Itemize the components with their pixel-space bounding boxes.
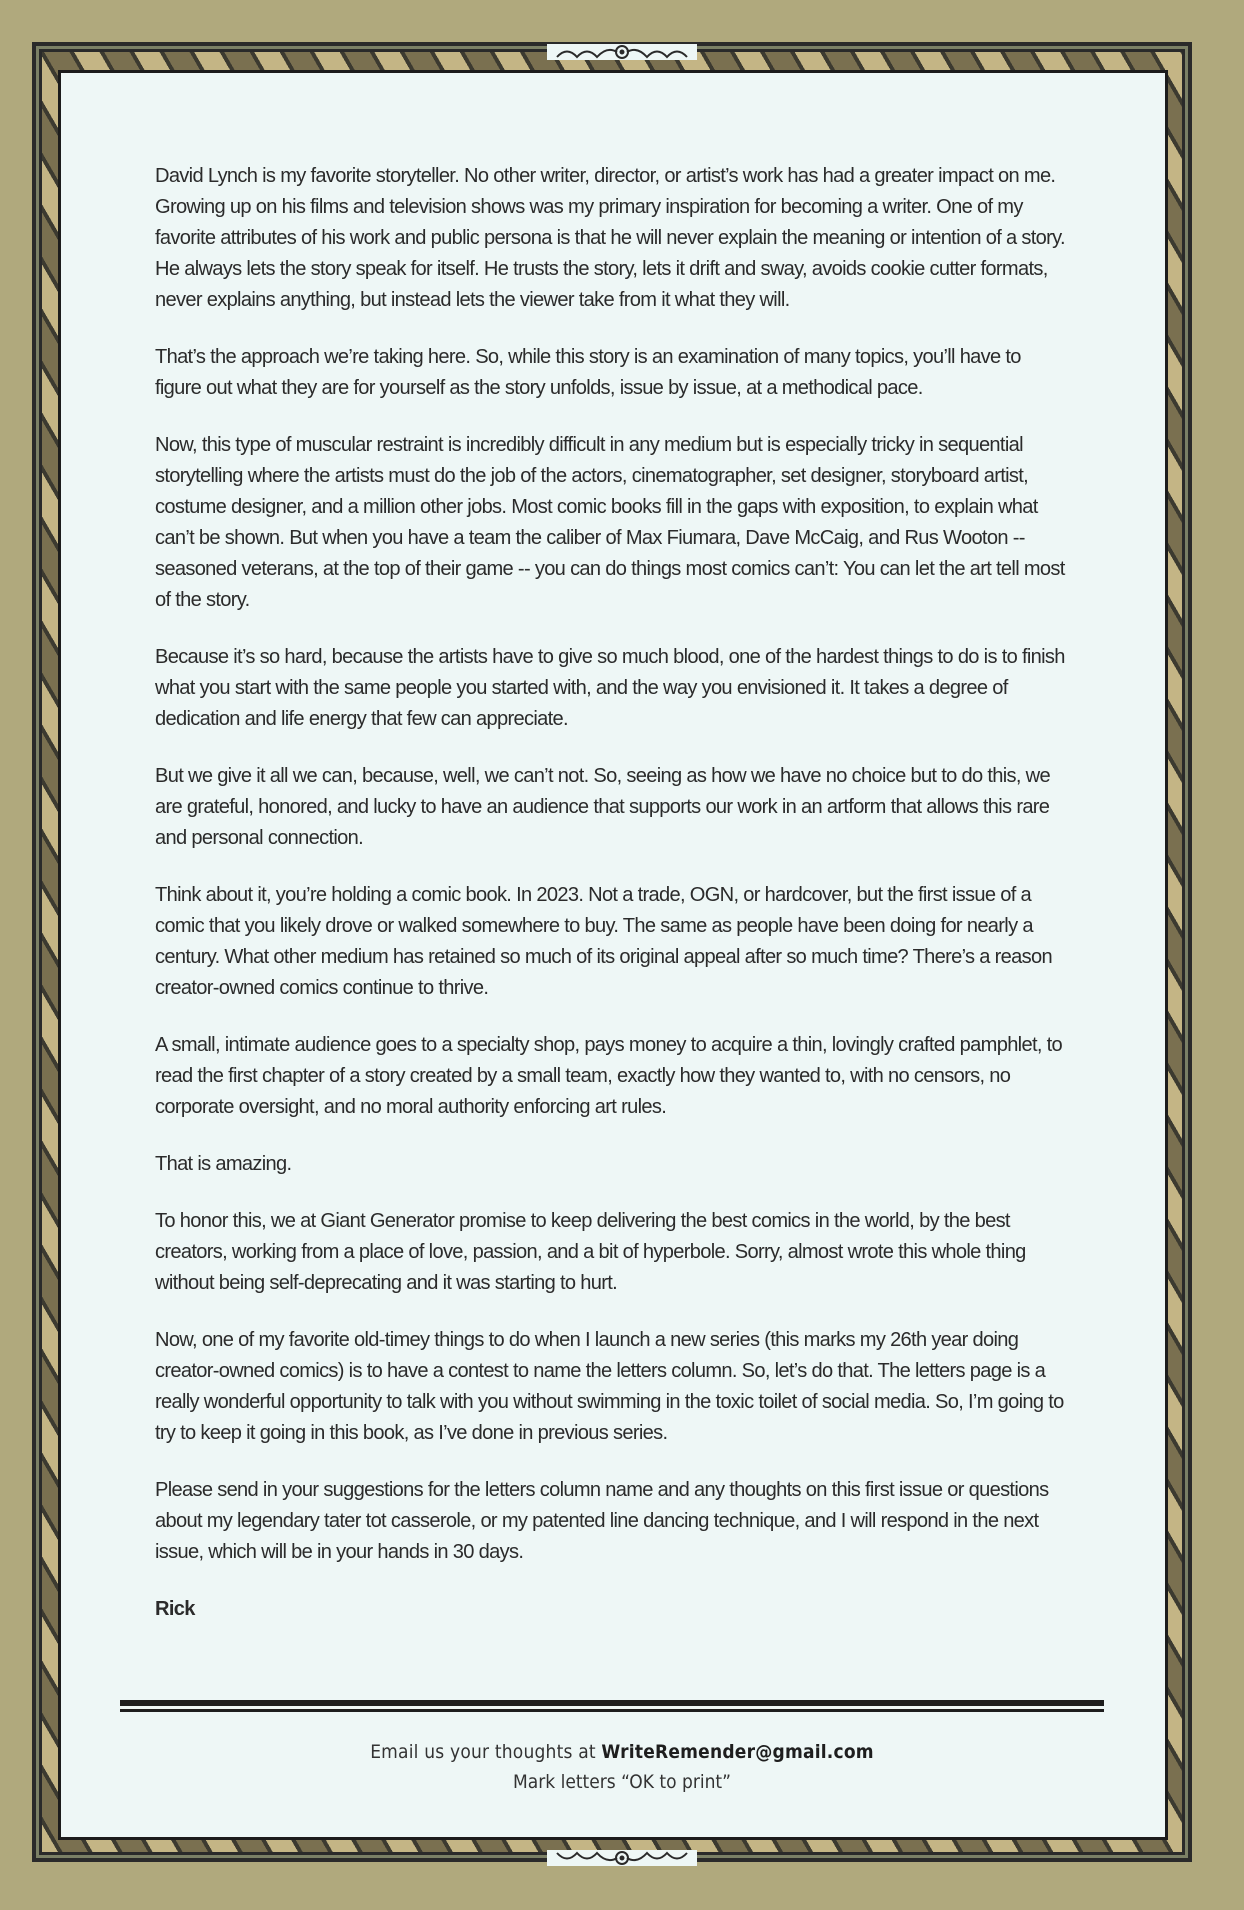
email-line	[0, 1737, 1244, 1767]
print-note: Mark letters “OK to print”	[513, 1771, 731, 1793]
letter-body	[155, 160, 1071, 1650]
letter-paragraph: Please send in your suggestions for the letters column name and any thoughts on this first issue or questions about my legendary tater tot casserole, or my patented line dancing technique, and I will respond in the next issue, which will be in your hands in 30 days.	[155, 1478, 1049, 1563]
signature: Rick	[155, 1597, 195, 1620]
letter-paragraph: Now, one of my favorite old-timey things to do when I launch a new series (this marks my 26th year doing creator-owned comics) is to have a contest to name the letters column. So, let’s do that. The letters page is a really wonderful opportunity to talk with you without swimming in the toxic toilet of social media. So, I’m going to try to keep it going in this book, as I’ve done in previous series.	[155, 1328, 1064, 1444]
letter-paragraph: Think about it, you’re holding a comic book. In 2023. Not a trade, OGN, or hardcover, but the first issue of a comic that you likely drove or walked somewhere to buy. The same as people have been doing for nearly a century. What other medium has retained so much of its original appeal after so much time? There’s a reason creator-owned comics continue to thrive.	[155, 883, 1052, 999]
letter-paragraph: That is amazing.	[155, 1152, 292, 1175]
divider-rule	[120, 1700, 1104, 1706]
letter-paragraph: To honor this, we at Giant Generator promise to keep delivering the best comics in the world, by the best creators, working from a place of love, passion, and a bit of hyperbole. Sorry, almost wrote this whole thing without being self-deprecating and it was starting to hurt.	[155, 1209, 1026, 1294]
email-prefix: Email us your thoughts at	[370, 1741, 602, 1763]
bottom-ornament-icon	[547, 1850, 697, 1866]
letter-paragraph: A small, intimate audience goes to a specialty shop, pays money to acquire a thin, lovingly crafted pamphlet, to read the first chapter of a story created by a small team, exactly how they wanted to, with no censors, no corporate oversight, and no moral authority enforcing art rules.	[155, 1033, 1063, 1118]
email-link[interactable]: WriteRemender@gmail.com	[601, 1741, 874, 1763]
divider-rule-thin	[120, 1709, 1104, 1712]
letter-paragraph: Now, this type of muscular restraint is incredibly difficult in any medium but is especially tricky in sequential storytelling where the artists must do the job of the actors, cinematographer, set designer, storyboard artist, costume designer, and a million other jobs. Most comic books fill in the gaps with exposition, to explain what can’t be shown. But when you have a team the caliber of Max Fiumara, Dave McCaig, and Rus Wooton -- seasoned veterans, at the top of their game -- you can do things most comics can’t: You can let the art tell most of the story.	[155, 433, 1065, 611]
top-ornament-icon	[547, 44, 697, 60]
letter-paragraph: But we give it all we can, because, well, we can’t not. So, seeing as how we have no choice but to do this, we are grateful, honored, and lucky to have an audience that supports our work in an artform that allows this rare and personal connection.	[155, 764, 1051, 849]
letter-paragraph: David Lynch is my favorite storyteller. No other writer, director, or artist’s work has had a greater impact on me. Growing up on his films and television shows was my primary inspiration for becoming a writer. One of my favorite attributes of his work and public persona is that he will never explain the meaning or intention of a story. He always lets the story speak for itself. He trusts the story, lets it drift and sway, avoids cookie cutter formats, never explains anything, but instead lets the viewer take from it what they will.	[155, 164, 1065, 311]
letters-footer	[0, 1737, 1244, 1797]
letter-paragraph: Because it’s so hard, because the artists have to give so much blood, one of the hardest things to do is to finish what you start with the same people you started with, and the way you envisioned it. It takes a degree of dedication and life energy that few can appreciate.	[155, 645, 1065, 730]
letter-paragraph: That’s the approach we’re taking here. So, while this story is an examination of many topics, you’ll have to figure out what they are for yourself as the story unfolds, issue by issue, at a methodical pace.	[155, 345, 1021, 399]
